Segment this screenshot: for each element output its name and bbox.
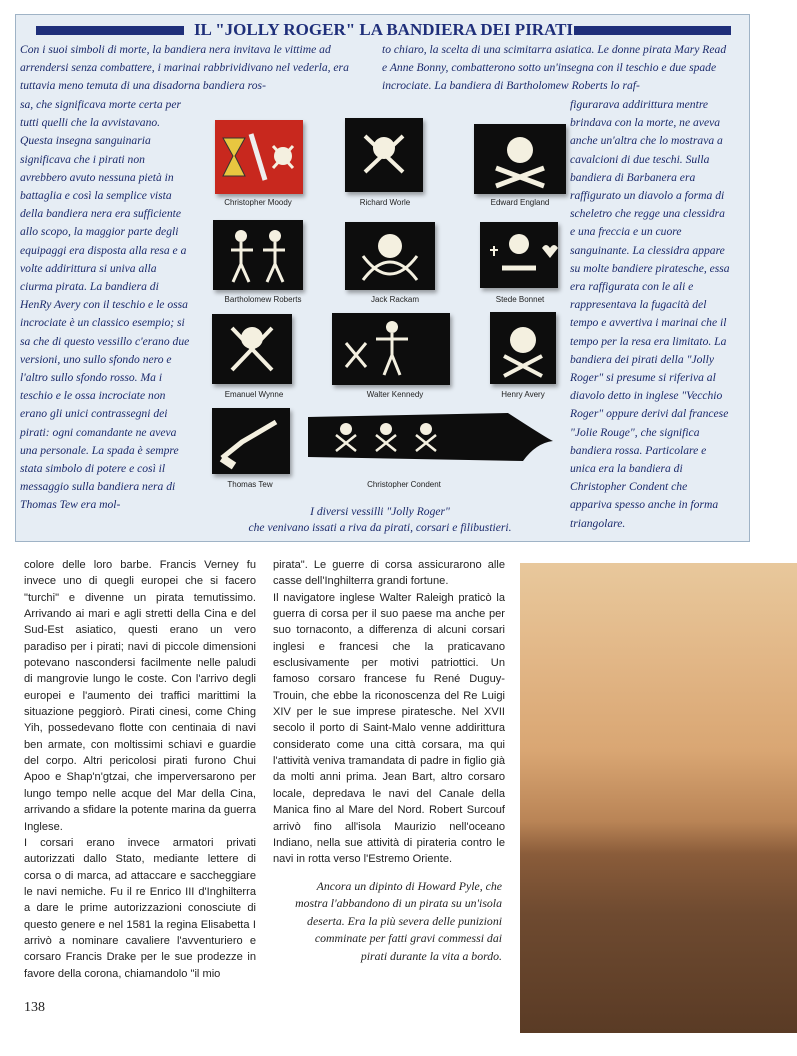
flag-thomas-tew <box>212 408 290 474</box>
painting-image <box>520 563 797 1033</box>
flag-label: Emanuel Wynne <box>224 390 284 399</box>
skull-crossbones-icon <box>345 118 423 192</box>
flag-richard-worle <box>345 118 423 192</box>
box-title: IL "JOLLY ROGER" LA BANDIERA DEI PIRATI <box>193 20 574 39</box>
flag-label: Henry Avery <box>501 390 545 399</box>
skeleton-icon <box>332 313 450 385</box>
skull-crossbones-icon <box>490 312 556 384</box>
flag-label: Edward England <box>490 198 550 207</box>
paragraph: colore delle loro barbe. Francis Verney fu invece uno di quegli europei che si facero "turchi" e divenne un pirata temutissimo. Arrivando ai mari e agli stretti della Cina e del Sud-Est asiatico, questi erano un vero paradiso per i pirati; navi di piccole dimensioni potevano nascondersi facilmente nelle paludi di mangrovie lungo le coste. Con l'arrivo degli europei e l'aumento dei traffici marittimi la situazione peggiorò. Pirati cinesi, come Ching Yih, possedevano flotte con centinaia di navi ben armate, con moltissimi schiavi e guardie del corpo. Altri pericolosi pirati furono Chui Apoo e Shap'n'gtzai, che imperversarono per lungo tempo nelle acque del Mar della Cina, arrivando a sfidare la potente marina da guerra Inglese. <box>24 559 256 833</box>
hourglass-icon <box>215 120 303 194</box>
body-left-column <box>24 557 256 982</box>
body-middle-column <box>273 557 505 868</box>
flag-emanuel-wynne <box>212 314 292 384</box>
skull-crossbones-icon <box>474 124 566 194</box>
flag-label: Christopher Moody <box>224 198 292 207</box>
intro-right-text: to chiaro, la scelta di una scimitarra asiatica. Le donne pirata Mary Read e Anne Bonny, combatterono sotto un'insegna con il teschio e due spade incrociate. La bandiera di Bartholomew Roberts lo raf- <box>382 43 727 93</box>
caption-line-1: I diversi vessilli "Jolly Roger" <box>310 505 450 518</box>
flag-label: Walter Kennedy <box>366 390 424 399</box>
flag-jack-rackam <box>345 222 435 290</box>
flag-christopher-moody <box>215 120 303 194</box>
flag-label: Christopher Condent <box>367 480 441 489</box>
flag-henry-avery <box>490 312 556 384</box>
flags-caption <box>210 504 550 536</box>
title-bar <box>36 20 731 40</box>
intro-left-text: Con i suoi simboli di morte, la bandiera nera invitava le vittime ad arrendersi senza combattere, i marinai rabbrividivano nel vederla, era tuttavia meno temuta di una disadorna bandiera ros- <box>20 43 349 93</box>
right-column-text: figurarava addirittura mentre brindava con la morte, ne aveva anche un'altra che lo mostrava a cavalcioni di due teschi. Sulla bandiera di Barbanera era raffigurato un diavolo a forma di scheletro che regge una clessidra e una freccia e un cuore sanguinante. La clessidra appare su molte bandiere piratesche, essa era raffigurata con le ali e rappresentava la fugacità del tempo e avvertiva i marinai che il tempo per la resa era limitato. La bandiera dei pirati della "Jolly Roger" si presume si riferiva al diavolo detto in inglese "Vecchio Roger" oppure derivi dal francese "Jolie Rouge", che significa bandiera rossa. Particolare e unica era la bandiera di Christopher Condent che appariva spesso anche in forma triangolare. <box>570 98 730 530</box>
flag-stede-bonnet <box>480 222 558 288</box>
skull-crossbones-icon <box>212 314 292 384</box>
page-number: 138 <box>24 1000 45 1015</box>
flag-label: Stede Bonnet <box>495 295 545 304</box>
flag-label: Thomas Tew <box>227 480 273 489</box>
flag-label: Bartholomew Roberts <box>224 295 302 304</box>
arm-sword-icon <box>212 408 290 474</box>
painting-caption: Ancora un dipinto di Howard Pyle, che mostra l'abbandono di un pirata su un'isola deserta. Era la più severa delle punizioni comminate per fatti gravi commessi dai pirati durante la vita a bordo. <box>295 879 502 963</box>
pennant-icon <box>308 413 553 463</box>
left-column-text: sa, che significava morte certa per tutti quelli che la avvistavano. Questa insegna sanguinaria significava che i pirati non avrebbero avuto nessuna pietà in battaglia e così la semplice vista della bandiera nera era sufficiente allo scopo, la maggior parte degli equipaggi era disposta alla resa e a volte addirittura si univa alla ciurma pirata. La bandiera di HenRy Avery con il teschio e le ossa incrociate è un classico esempio; si sa che di questo vessillo c'erano due versioni, uno sullo sfondo nero e l'altro sullo sfondo rosso. Ma i teschio e le ossa incrociate non erano gli unici contrassegni dei pirati: ogni comandante ne aveva una personale. La spada è sempre stata simbolo di potere e così il messaggio sulla bandiera nera di Thomas Tew era mol- <box>20 98 190 512</box>
skull-swords-icon <box>345 222 435 290</box>
flag-label: Richard Worle <box>359 198 411 207</box>
flag-christopher-condent <box>308 413 553 463</box>
flag-walter-kennedy <box>332 313 450 385</box>
skull-heart-icon <box>480 222 558 288</box>
paragraph: I corsari erano invece armatori privati autorizzati dallo Stato, mediante lettere di corsa o di marca, ad attaccare e saccheggiare le navi nemiche. Fu il re Enrico III d'Inghilterra a dare le prime autorizzazioni conosciute di questo genere e nel 1581 la regina Elisabetta I arrivò a nominare cavaliere l'avventuriero e corsaro Francis Drake per le sue prodezze in favore della corona, chiamandolo "il mio <box>24 836 256 980</box>
flag-label: Jack Rackam <box>370 295 419 304</box>
skeletons-icon <box>213 220 303 290</box>
paragraph: Il navigatore inglese Walter Raleigh praticò la guerra di corsa per il suo paese ma anche per suo tornaconto, a differenza di alcuni corsari inglesi e francesi che la praticavano esclusivamente per motivi patriottici. Un famoso corsaro francese fu René Duguy-Trouin, che ebbe la riconoscenza del Re Luigi XIV per le sue imprese piratesche. Nel XVII secolo il porto di Saint-Malo venne addirittura considerato come una città corsara, ma qui l'attività veniva tramandata di padre in figlio già da molti anni prima. Jean Bart, altro corsaro locale, depredava le navi del Canale della Manica fino al Mare del Nord. Robert Surcouf arrivò fino all'isola Maurizio nell'oceano Indiano, nella sue attività di pirateria contro le navi in rotta verso l'Estremo Oriente. <box>273 591 505 866</box>
paragraph: pirata". Le guerre di corsa assicurarono alle casse dell'Inghilterra grandi fortune. <box>273 559 505 588</box>
flag-bartholomew-roberts <box>213 220 303 290</box>
caption-line-2: che venivano issati a riva da pirati, corsari e filibustieri. <box>248 521 512 534</box>
flag-edward-england <box>474 124 566 194</box>
